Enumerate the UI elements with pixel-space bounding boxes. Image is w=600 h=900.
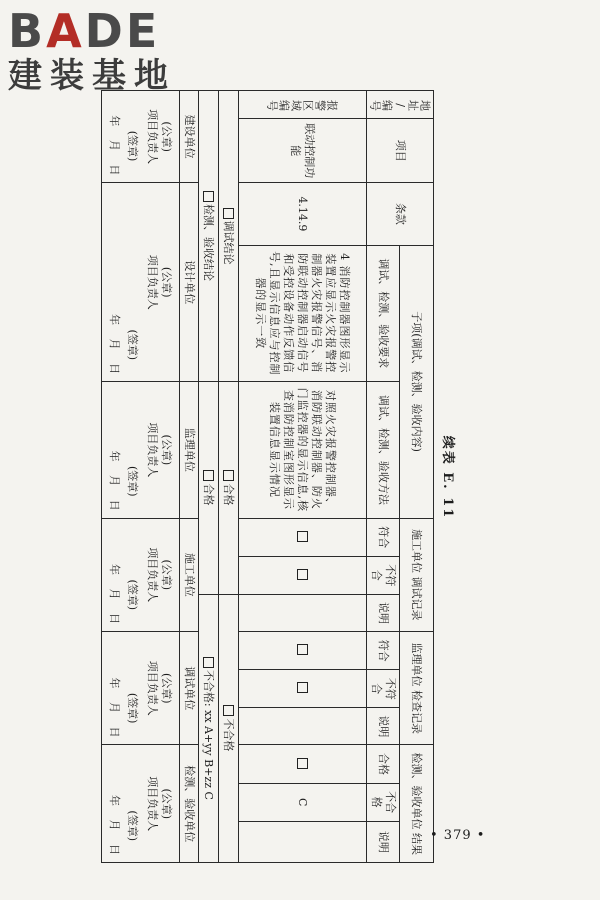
supervision-note-header: 说明 <box>367 708 400 745</box>
bade-logo <box>8 6 176 96</box>
inspection-note-cell <box>239 821 367 862</box>
supervision-group-header: 监理单位 检查记录 <box>400 632 434 745</box>
inspection-pass-header: 合格 <box>367 745 400 783</box>
signature-cell-owner: (公章) 项目负责人 (签章) 年 月 日 <box>102 91 180 183</box>
supervision-fail-cell: 不合格 <box>219 594 239 862</box>
construction-nonconform-checkbox-cell <box>239 556 367 594</box>
item-header: 项目 <box>367 119 434 183</box>
checkbox-icon[interactable] <box>297 569 308 580</box>
debug-pass-cell: 合格 <box>219 382 239 595</box>
logo-word <box>8 6 176 56</box>
construction-conform-checkbox-cell <box>239 518 367 556</box>
clause-cell: 4.14.9 <box>239 183 367 245</box>
checkbox-icon[interactable] <box>297 758 308 769</box>
signature-cell-construction: (公章) 项目负责人 (签章) 年 月 日 <box>102 518 180 631</box>
clause-header: 条款 <box>367 183 434 245</box>
checkbox-icon[interactable] <box>203 470 214 481</box>
location-header: 地址/编号 <box>367 91 434 119</box>
inspection-form-table <box>101 90 434 863</box>
checkbox-icon[interactable] <box>203 191 214 202</box>
logo-subtitle: 建装基地 <box>8 56 176 96</box>
method-header: 调试、检测、验收方法 <box>367 382 400 519</box>
page-number: • 379 • <box>430 828 486 843</box>
signature-cell-inspection: (公章) 项目负责人 (签章) 年 月 日 <box>102 745 180 863</box>
inspection-pass-checkbox-cell <box>239 745 367 783</box>
zone-number-cell: 报警区域编号 <box>239 91 367 119</box>
checkbox-icon[interactable] <box>297 644 308 655</box>
checkbox-icon[interactable] <box>297 682 308 693</box>
checkbox-icon[interactable] <box>297 531 308 542</box>
acceptance-conclusion-cell: 检测、验收结论 <box>199 91 219 382</box>
debug-conclusion-cell: 调试结论 <box>219 91 239 382</box>
checkbox-icon[interactable] <box>223 208 234 219</box>
construction-conform-header: 符合 <box>367 518 400 556</box>
signature-cell-supervision: (公章) 项目负责人 (签章) 年 月 日 <box>102 382 180 519</box>
supervision-note-cell <box>239 708 367 745</box>
unit-header-construction: 施工单位 <box>180 518 199 631</box>
requirement-header: 调试、检测、验收要求 <box>367 245 400 382</box>
checkbox-icon[interactable] <box>223 705 234 716</box>
checkbox-icon[interactable] <box>203 657 214 668</box>
construction-note-header: 说明 <box>367 594 400 631</box>
unit-header-supervision: 监理单位 <box>180 382 199 519</box>
inspection-fail-header: 不合格 <box>367 783 400 821</box>
method-cell: 对照火灾报警控制器、消防联动控制器、防火门监控器的显示信息,核查消防控制室图形显示装置信息显示情况 <box>239 382 367 519</box>
inspection-note-value: C <box>239 783 367 821</box>
acceptance-pass-cell: 合格 <box>199 382 219 595</box>
unit-header-debug: 调试单位 <box>180 632 199 745</box>
unit-header-inspection: 检测、验收单位 <box>180 745 199 863</box>
signature-cell-debug: (公章) 项目负责人 (签章) 年 月 日 <box>102 632 180 745</box>
signature-cell-design: (公章) 项目负责人 (签章) 年 月 日 <box>102 183 180 382</box>
construction-note-cell <box>239 594 367 631</box>
inspection-note-header: 说明 <box>367 821 400 862</box>
rotated-form-page <box>108 90 458 865</box>
unit-header-design: 设计单位 <box>180 183 199 382</box>
supervision-nonconform-header: 不符合 <box>367 670 400 708</box>
table-title: 续表 E. 11 <box>440 435 455 520</box>
supervision-nonconform-checkbox-cell <box>239 670 367 708</box>
construction-group-header: 施工单位 调试记录 <box>400 518 434 631</box>
subitem-group-header: 子项(调试、检测、验收内容) <box>400 245 434 518</box>
supervision-conform-checkbox-cell <box>239 632 367 670</box>
supervision-conform-header: 符合 <box>367 632 400 670</box>
checkbox-icon[interactable] <box>223 470 234 481</box>
construction-nonconform-header: 不符合 <box>367 556 400 594</box>
logo-wordmark: BADE <box>8 4 161 58</box>
requirement-cell: 4 消防控制器图形显示装置应显示火灾报警控制器火灾报警信号、消防联动控制器启动信号和受控设备动作反馈信号,且显示信息应与控制器的显示一致 <box>239 245 367 382</box>
unit-header-construction-owner: 建设单位 <box>180 91 199 183</box>
item-cell: 联动控制功能 <box>239 119 367 183</box>
inspection-group-header: 检测、验收单位 结果 <box>400 745 434 863</box>
acceptance-fail-cell: 不合格: xx A+yy B+zz C <box>199 594 219 862</box>
